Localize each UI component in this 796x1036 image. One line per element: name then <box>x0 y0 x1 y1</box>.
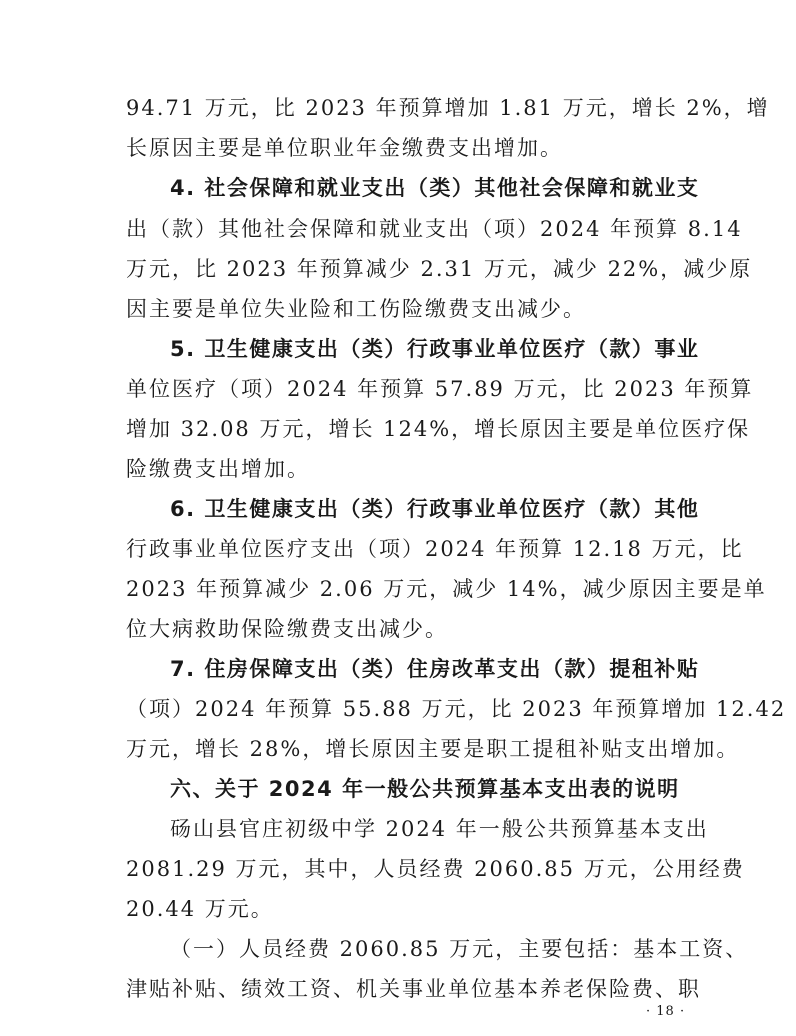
paragraph-line: （一）人员经费 2060.85 万元，主要包括：基本工资、 <box>170 937 749 961</box>
paragraph-line: 津贴补贴、绩效工资、机关事业单位基本养老保险费、职 <box>126 977 701 1001</box>
paragraph-line: 94.71 万元，比 2023 年预算增加 1.81 万元，增长 2%，增 <box>126 96 770 120</box>
item-4-heading: 4. 社会保障和就业支出（类）其他社会保障和就业支 <box>170 176 700 200</box>
item-7-heading: 7. 住房保障支出（类）住房改革支出（款）提租补贴 <box>170 657 700 681</box>
paragraph-line: 砀山县官庄初级中学 2024 年一般公共预算基本支出 <box>170 817 709 841</box>
item-5-heading: 5. 卫生健康支出（类）行政事业单位医疗（款）事业 <box>170 337 700 361</box>
paragraph-line: 20.44 万元。 <box>126 897 274 921</box>
paragraph-line: 行政事业单位医疗支出（项）2024 年预算 12.18 万元，比 <box>126 537 744 561</box>
item-6-heading: 6. 卫生健康支出（类）行政事业单位医疗（款）其他 <box>170 497 700 521</box>
page-number: · 18 · <box>646 1004 686 1019</box>
paragraph-line: 2023 年预算减少 2.06 万元，减少 14%，减少原因主要是单 <box>126 577 767 601</box>
paragraph-line: 万元，增长 28%，增长原因主要是职工提租补贴支出增加。 <box>126 737 740 761</box>
paragraph-line: 出（款）其他社会保障和就业支出（项）2024 年预算 8.14 <box>126 217 743 241</box>
paragraph-line: 因主要是单位失业险和工伤险缴费支出减少。 <box>126 297 586 321</box>
paragraph-line: 单位医疗（项）2024 年预算 57.89 万元，比 2023 年预算 <box>126 377 754 401</box>
paragraph-line: 2081.29 万元，其中，人员经费 2060.85 万元，公用经费 <box>126 857 745 881</box>
paragraph-line: （项）2024 年预算 55.88 万元，比 2023 年预算增加 12.42 <box>126 697 787 721</box>
section-6-heading: 六、关于 2024 年一般公共预算基本支出表的说明 <box>170 777 680 801</box>
paragraph-line: 长原因主要是单位职业年金缴费支出增加。 <box>126 136 563 160</box>
paragraph-line: 险缴费支出增加。 <box>126 457 310 481</box>
paragraph-line: 增加 32.08 万元，增长 124%，增长原因主要是单位医疗保 <box>126 417 751 441</box>
paragraph-line: 位大病救助保险缴费支出减少。 <box>126 617 448 641</box>
paragraph-line: 万元，比 2023 年预算减少 2.31 万元，减少 22%，减少原 <box>126 257 753 281</box>
